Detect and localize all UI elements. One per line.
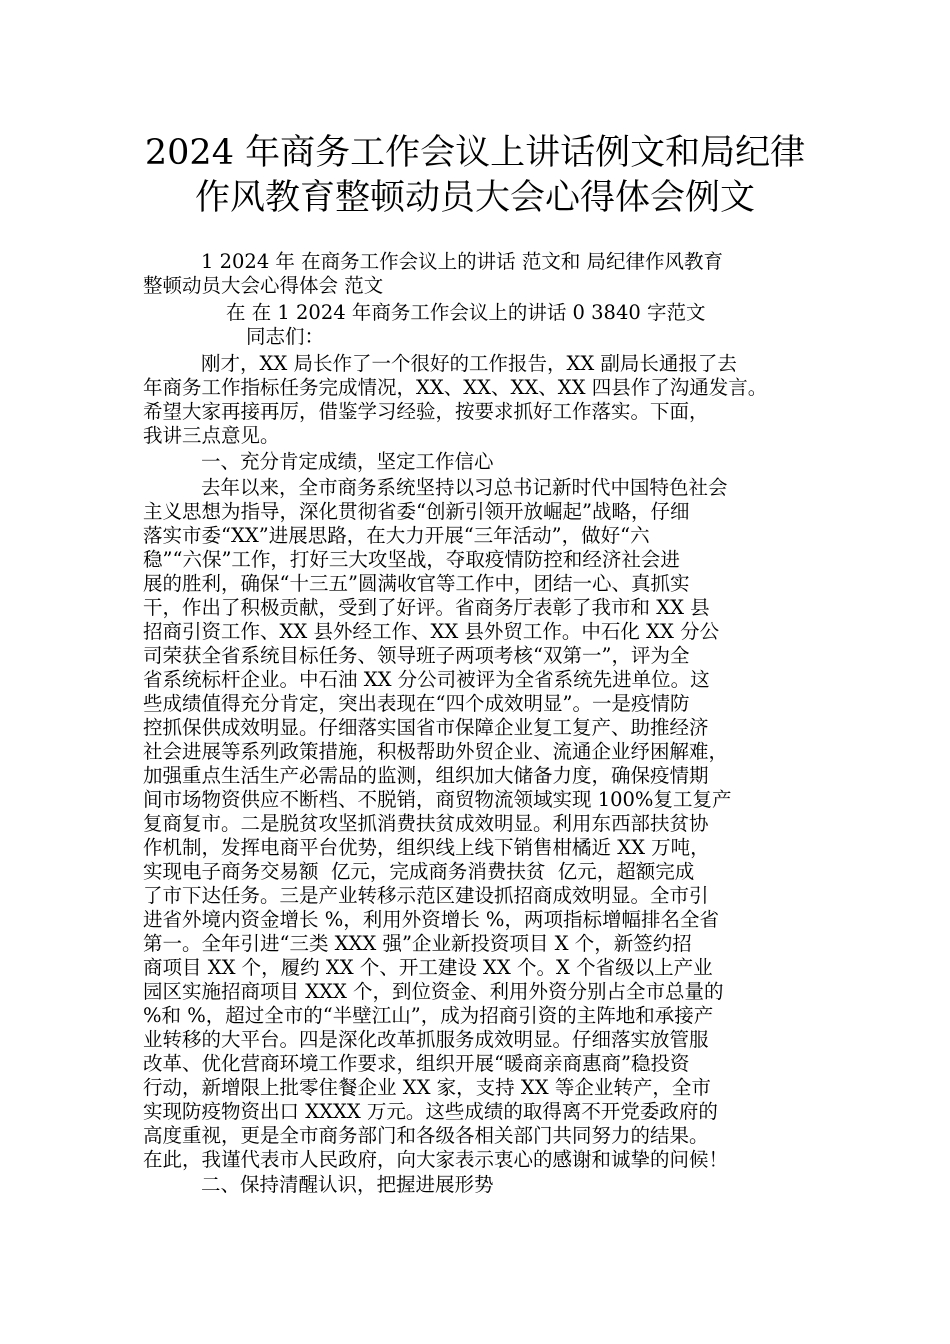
paragraph2-line: 业转移的大平台。四是深化改革抓服务成效明显。仔细落实放管服 bbox=[143, 1028, 709, 1051]
paragraph2-line: 去年以来，全市商务系统坚持以习总书记新时代中国特色社会 bbox=[201, 476, 728, 499]
intro-line-1: 1 2024 年 在商务工作会议上的讲话 范文和 局纪律作风教育 bbox=[201, 250, 724, 273]
paragraph2-line: 主义思想为指导，深化贯彻省委“创新引领开放崛起”战略，仔细 bbox=[143, 500, 690, 523]
paragraph2-line: 园区实施招商项目 XXX 个，到位资金、利用外资分别占全市总量的 bbox=[143, 980, 724, 1003]
paragraph2-line: 第一。全年引进“三类 XXX 强”企业新投资项目 X 个，新签约招 bbox=[143, 932, 692, 955]
paragraph1-line: 希望大家再接再厉，借鉴学习经验，按要求抓好工作落实。下面， bbox=[143, 400, 709, 423]
paragraph2-line: 进省外境内资金增长 %，利用外资增长 %，两项指标增幅排名全省 bbox=[143, 908, 719, 931]
paragraph2-line: 在此，我谨代表市人民政府，向大家表示衷心的感谢和诚挚的问候！ bbox=[143, 1148, 729, 1171]
paragraph2-line: 干，作出了积极贡献，受到了好评。省商务厅表彰了我市和 XX 县 bbox=[143, 596, 710, 619]
section-heading-2: 二、保持清醒认识，把握进展形势 bbox=[201, 1173, 494, 1196]
paragraph2-line: 稳”“六保”工作，打好三大攻坚战，夺取疫情防控和经济社会进 bbox=[143, 548, 680, 571]
paragraph2-line: %和 %，超过全市的“半壁江山”，成为招商引资的主阵地和承接产 bbox=[143, 1004, 714, 1027]
paragraph2-line: 作机制，发挥电商平台优势，组织线上线下销售柑橘近 XX 万吨， bbox=[143, 836, 710, 859]
paragraph2-line: 些成绩值得充分肯定，突出表现在“四个成效明显”。一是疫情防 bbox=[143, 692, 690, 715]
paragraph2-line: 落实市委“XX”进展思路，在大力开展“三年活动”，做好“六 bbox=[143, 524, 650, 547]
section-heading-1: 一、充分肯定成绩，坚定工作信心 bbox=[201, 450, 494, 473]
paragraph2-line: 控抓保供成效明显。仔细落实国省市保障企业复工复产、助推经济 bbox=[143, 716, 709, 739]
document-title-line-2: 作风教育整顿动员大会心得体会例文 bbox=[194, 178, 755, 218]
document-title-line-1: 2024 年商务工作会议上讲话例文和局纪律 bbox=[144, 133, 806, 173]
paragraph2-line: 社会进展等系列政策措施，积极帮助外贸企业、流通企业纾困解难， bbox=[143, 740, 729, 763]
paragraph2-line: 招商引资工作、XX 县外经工作、XX 县外贸工作。中石化 XX 分公 bbox=[143, 620, 720, 643]
paragraph2-line: 了市下达任务。三是产业转移示范区建设抓招商成效明显。全市引 bbox=[143, 884, 709, 907]
paragraph1-line: 刚才，XX 局长作了一个很好的工作报告，XX 副局长通报了去 bbox=[201, 352, 737, 375]
paragraph2-line: 商项目 XX 个，履约 XX 个、开工建设 XX 个。X 个省级以上产业 bbox=[143, 956, 713, 979]
paragraph2-line: 实现防疫物资出口 XXXX 万元。这些成绩的取得离不开党委政府的 bbox=[143, 1100, 718, 1123]
intro-line-3: 在 在 1 2024 年商务工作会议上的讲话 0 3840 字范文 bbox=[226, 301, 706, 324]
paragraph2-line: 加强重点生活生产必需品的监测，组织加大储备力度，确保疫情期 bbox=[143, 764, 709, 787]
paragraph2-line: 省系统标杆企业。中石油 XX 分公司被评为全省系统先进单位。这 bbox=[143, 668, 710, 691]
paragraph1-line: 年商务工作指标任务完成情况，XX、XX、XX、XX 四县作了沟通发言。 bbox=[143, 376, 768, 399]
paragraph2-line: 间市场物资供应不断档、不脱销，商贸物流领域实现 100%复工复产 bbox=[143, 788, 732, 811]
paragraph2-line: 司荣获全省系统目标任务、领导班子两项考核“双第一”，评为全 bbox=[143, 644, 690, 667]
paragraph1-line: 我讲三点意见。 bbox=[143, 424, 280, 447]
paragraph2-line: 展的胜利，确保“十三五”圆满收官等工作中，团结一心、真抓实 bbox=[143, 572, 690, 595]
paragraph2-line: 实现电子商务交易额 亿元，完成商务消费扶贫 亿元，超额完成 bbox=[143, 860, 695, 883]
paragraph2-line: 复商复市。二是脱贫攻坚抓消费扶贫成效明显。利用东西部扶贫协 bbox=[143, 812, 709, 835]
intro-line-2: 整顿动员大会心得体会 范文 bbox=[143, 274, 384, 297]
paragraph2-line: 行动，新增限上批零住餐企业 XX 家，支持 XX 等企业转产，全市 bbox=[143, 1076, 711, 1099]
paragraph2-line: 高度重视，更是全市商务部门和各级各相关部门共同努力的结果。 bbox=[143, 1124, 709, 1147]
salutation: 同志们： bbox=[246, 325, 325, 348]
paragraph2-line: 改革、优化营商环境工作要求，组织开展“暖商亲商惠商”稳投资 bbox=[143, 1052, 690, 1075]
